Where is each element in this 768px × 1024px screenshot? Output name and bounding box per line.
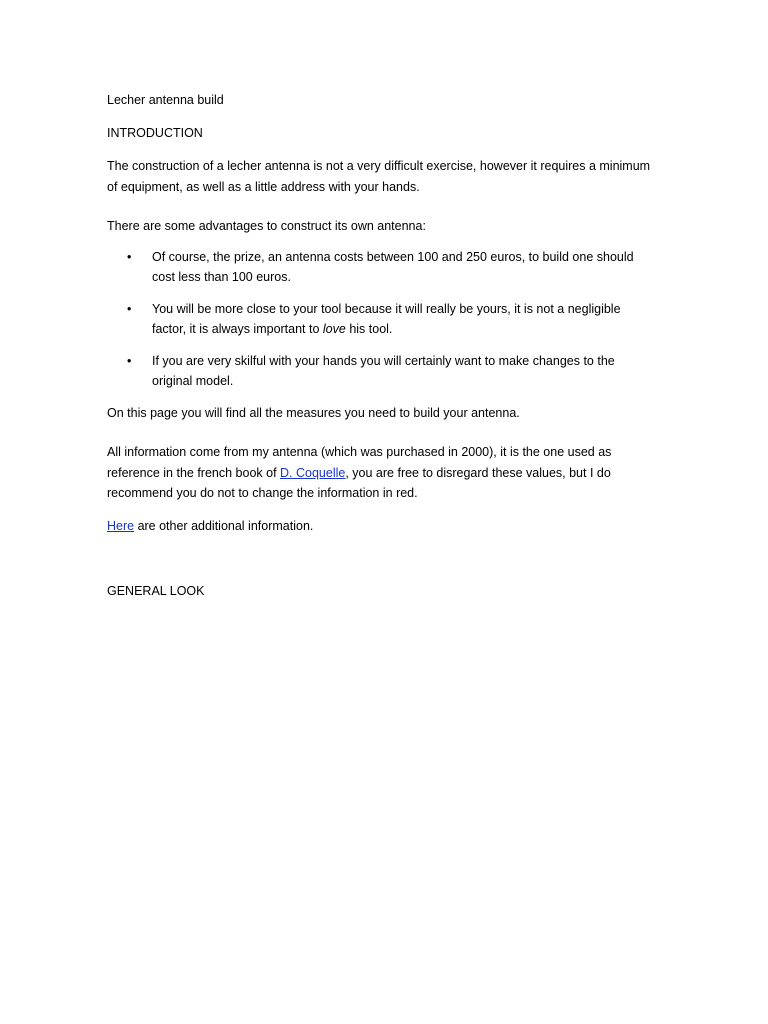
here-link[interactable]: Here (107, 518, 135, 533)
coquelle-link[interactable]: D. Coquelle (280, 465, 346, 480)
advantages-intro: There are some advantages to construct its own antenna: (107, 219, 426, 233)
list-item-text-after: his tool. (345, 322, 393, 336)
document-page (107, 90, 652, 614)
list-item (107, 299, 652, 340)
list-item (107, 247, 652, 288)
bullet-icon: • (127, 301, 132, 316)
list-item-text: If you are very skilful with your hands you will certainly want to make changes to the original model. (152, 353, 615, 388)
bullet-icon: • (127, 353, 132, 368)
info-paragraph (107, 442, 652, 504)
intro-paragraph: The construction of a lecher antenna is not a very difficult exercise, however it requires a minimum of equipment, as well as a little address with your hands. (107, 159, 651, 194)
here-text-after: are other additional information. (134, 518, 314, 533)
heading-introduction: INTRODUCTION (107, 126, 203, 140)
here-paragraph (107, 516, 652, 537)
advantages-list (107, 247, 652, 392)
bullet-icon: • (127, 249, 132, 264)
info-text-before: All information come from my antenna (which was purchased in 2000), it is the one used as reference in the french book of (107, 445, 612, 480)
list-item-text-before: You will be more close to your tool because it will really be yours, it is not a negligible factor, it is always important to (152, 301, 621, 336)
list-item (107, 351, 652, 392)
heading-general-look: GENERAL LOOK (107, 584, 205, 598)
document-title: Lecher antenna build (107, 93, 224, 107)
list-item-emphasis: love (322, 322, 346, 336)
info-text-after: , you are free to disregard these values, but I do recommend you do not to change the information in red. (107, 465, 611, 500)
list-item-text: Of course, the prize, an antenna costs between 100 and 250 euros, to build one should cost less than 100 euros. (152, 249, 634, 284)
measures-paragraph: On this page you will find all the measures you need to build your antenna. (107, 405, 520, 420)
